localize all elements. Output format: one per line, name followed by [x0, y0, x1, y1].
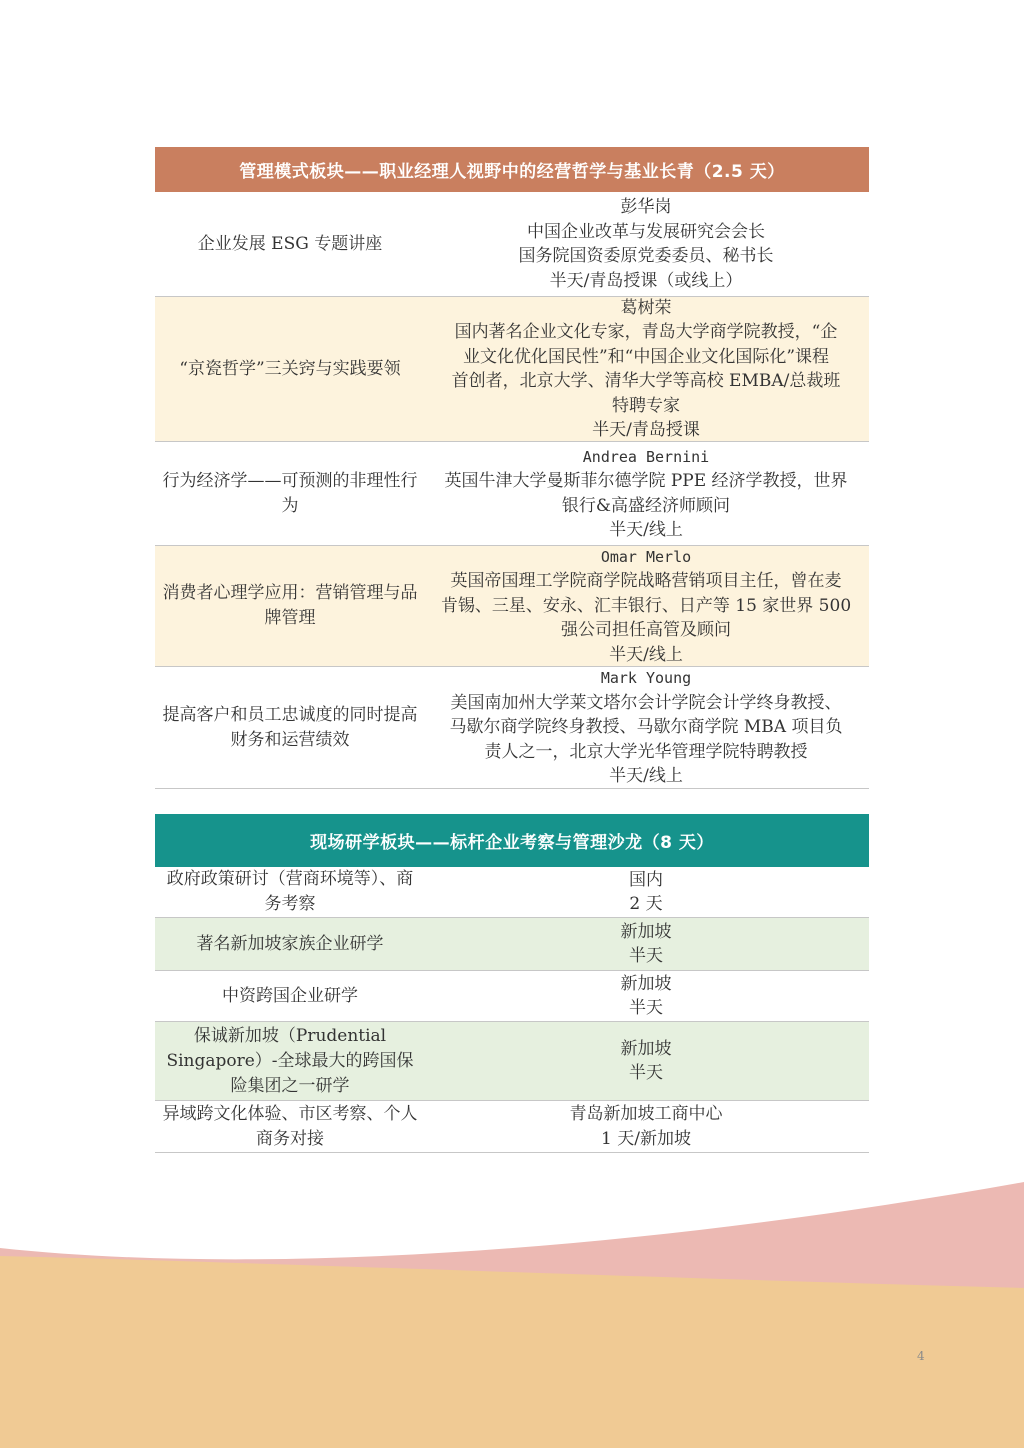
lecturer-name: Omar Merlo	[600, 547, 692, 566]
field-study-block-header: 现场研学板块——标杆企业考察与管理沙龙（8 天）	[155, 814, 869, 867]
duration-line: 半天	[629, 1063, 663, 1083]
detail-line: 银行&高盛经济师顾问	[561, 495, 731, 516]
topic-cell: 行为经济学——可预测的非理性行为	[162, 470, 418, 516]
decorative-wave-background	[0, 1170, 1024, 1448]
location-line: 国内	[629, 869, 663, 890]
table-row	[155, 918, 869, 971]
topic-cell: 消费者心理学应用：营销管理与品牌管理	[162, 583, 418, 628]
table-row	[155, 667, 869, 789]
detail-line: 国务院国资委原党委委员、秘书长	[518, 246, 774, 266]
topic-cell: “京瓷哲学”三关窍与实践要领	[179, 358, 401, 379]
table-row	[155, 1022, 869, 1101]
detail-line: 英国帝国理工学院商学院战略营销项目主任，曾在麦	[450, 571, 842, 592]
duration-line: 半天	[629, 998, 663, 1018]
topic-cell: 异域跨文化体验、市区考察、个人商务对接	[162, 1103, 418, 1149]
topic-cell: 企业发展 ESG 专题讲座	[197, 233, 383, 254]
duration-line: 半天	[629, 946, 663, 966]
table-row	[155, 971, 869, 1022]
detail-line: 首创者，北京大学、清华大学等高校 EMBA/总裁班	[451, 371, 841, 391]
detail-line: 肯锡、三星、安永、汇丰银行、日产等 15 家世界 500	[440, 595, 852, 616]
schedule-line: 半天/线上	[609, 766, 683, 787]
management-block	[155, 147, 869, 789]
location-line: 新加坡	[620, 1038, 672, 1059]
lecturer-name: Andrea Bernini	[582, 447, 710, 466]
location-line: 青岛新加坡工商中心	[569, 1104, 723, 1124]
field-study-block	[155, 814, 869, 1153]
detail-cell	[425, 546, 869, 666]
schedule-line: 半天/青岛授课	[592, 420, 700, 440]
table-row	[155, 1101, 869, 1153]
location-line: 新加坡	[620, 973, 672, 994]
duration-line: 1 天/新加坡	[601, 1128, 691, 1149]
duration-line: 2 天	[629, 894, 663, 914]
topic-cell: 提高客户和员工忠诚度的同时提高财务和运营绩效	[162, 704, 418, 750]
lecturer-name: 葛树荣	[620, 297, 672, 318]
topic-cell: 中资跨国企业研学	[222, 985, 358, 1006]
detail-cell	[425, 918, 869, 970]
orange-wave	[0, 1256, 1024, 1448]
table-row	[155, 867, 869, 918]
topic-cell: 著名新加坡家族企业研学	[196, 933, 384, 954]
detail-line: 业文化优化国民性”和“中国企业文化国际化”课程	[462, 346, 830, 367]
detail-line: 中国企业改革与发展研究会会长	[527, 221, 765, 242]
detail-line: 强公司担任高管及顾问	[561, 620, 731, 641]
topic-cell: 政府政策研讨（营商环境等）、商务考察	[166, 869, 414, 914]
lecturer-name: Mark Young	[600, 669, 692, 688]
detail-cell	[425, 867, 869, 917]
detail-line: 国内著名企业文化专家，青岛大学商学院教授，“企	[454, 322, 838, 342]
schedule-line: 半天/线上	[609, 644, 683, 665]
lecturer-name: 彭华岗	[620, 197, 672, 217]
management-block-header: 管理模式板块——职业经理人视野中的经营哲学与基业长青（2.5 天）	[155, 147, 869, 192]
detail-cell	[425, 1101, 869, 1152]
detail-line: 责人之一，北京大学光华管理学院特聘教授	[484, 741, 808, 762]
detail-line: 英国牛津大学曼斯菲尔德学院 PPE 经济学教授，世界	[444, 471, 848, 491]
location-line: 新加坡	[620, 921, 672, 942]
table-row	[155, 297, 869, 442]
detail-cell	[425, 442, 869, 545]
detail-line: 马歇尔商学院终身教授、马歇尔商学院 MBA 项目负	[449, 717, 843, 738]
table-row	[155, 442, 869, 546]
topic-cell: 保诚新加坡（Prudential Singapore）-全球最大的跨国保险集团之一研学	[166, 1025, 414, 1096]
detail-line: 美国南加州大学莱文塔尔会计学院会计学终身教授、	[450, 692, 842, 713]
page-number: 4	[917, 1349, 925, 1363]
schedule-line: 半天/线上	[609, 520, 683, 540]
detail-cell	[425, 667, 869, 788]
table-row	[155, 192, 869, 297]
detail-line: 特聘专家	[612, 395, 680, 416]
detail-cell	[425, 1022, 869, 1100]
table-row	[155, 546, 869, 667]
detail-cell	[425, 971, 869, 1021]
detail-cell	[425, 192, 869, 296]
schedule-line: 半天/青岛授课（或线上）	[549, 270, 743, 291]
detail-cell	[425, 297, 869, 441]
